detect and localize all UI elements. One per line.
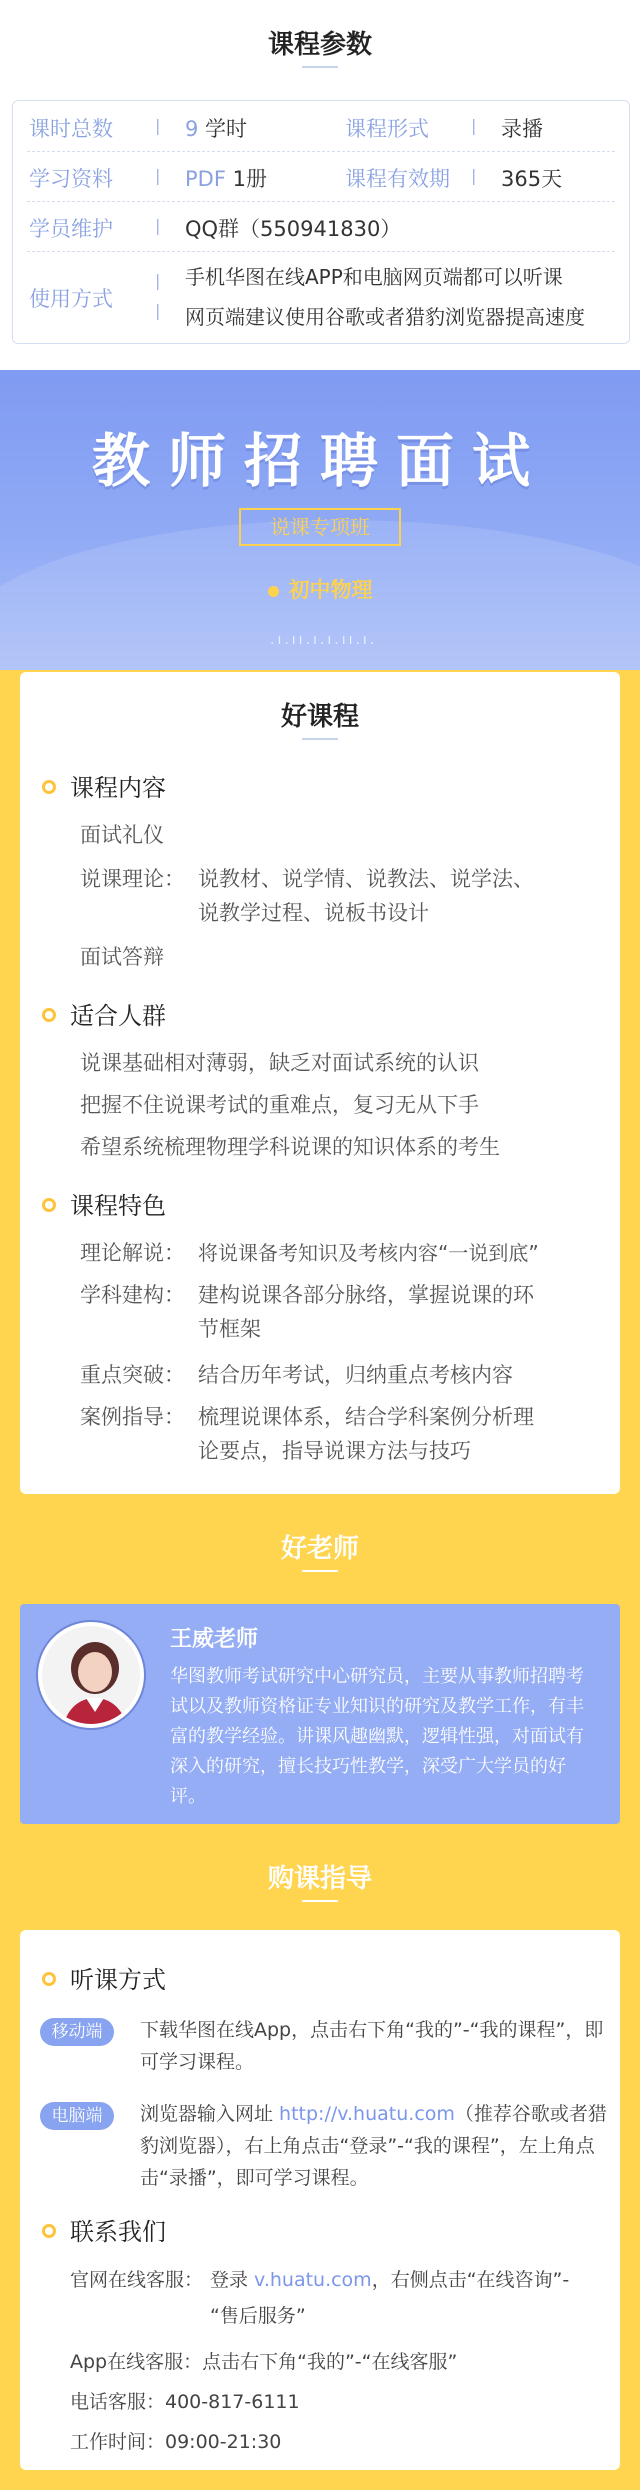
row-divider: [27, 251, 615, 252]
param-label: 学习资料: [29, 167, 113, 191]
divider: |: [155, 216, 161, 235]
param-label: 学员维护: [29, 217, 113, 241]
circle-bullet-icon: [42, 1198, 56, 1212]
param-value: 录播: [501, 117, 543, 141]
content-item: 说课理论： 说教材、说学情、说教法、说学法、 说教学过程、说板书设计: [80, 867, 534, 925]
params-title: 课程参数: [267, 30, 372, 60]
param-value: PDF 1册: [185, 167, 267, 191]
audience-item: 说课基础相对薄弱，缺乏对面试系统的认识: [80, 1051, 479, 1075]
param-value: 365天: [501, 167, 563, 191]
params-table: [12, 100, 630, 344]
content-item: 面试礼仪: [80, 823, 164, 847]
title-underline: [302, 1900, 338, 1902]
banner-tag: 说课专项班: [239, 508, 401, 546]
param-label: 课时总数: [29, 117, 113, 141]
audience-item: 把握不住说课考试的重难点，复习无从下手: [80, 1093, 479, 1117]
circle-bullet-icon: [42, 2224, 56, 2238]
listen-method-heading: 听课方式: [42, 1960, 166, 1995]
website-link[interactable]: http://v.huatu.com: [279, 2103, 455, 2125]
contact-app: App在线客服：点击右下角“我的”-“在线客服”: [70, 2351, 458, 2373]
param-value: 网页端建议使用谷歌或者猎豹浏览器提高速度: [185, 305, 585, 329]
teacher-name: 王威老师: [170, 1627, 259, 1652]
banner-subject: 初中物理: [0, 574, 640, 604]
feature-item: 理论解说： 将说课备考知识及考核内容“一说到底”: [80, 1241, 539, 1265]
features-heading: 课程特色: [42, 1186, 166, 1221]
audience-heading: 适合人群: [42, 996, 166, 1031]
row-divider: [27, 201, 615, 202]
contact-heading: 联系我们: [42, 2212, 166, 2247]
pc-instructions: 浏览器输入网址 http://v.huatu.com（推荐谷歌或者猎豹浏览器），右上角点击“登录”-“我的课程”，左上角点击“录播”，即可学习课程。: [140, 2103, 607, 2189]
feature-item: 学科建构： 建构说课各部分脉络，掌握说课的环 节框架: [80, 1283, 534, 1341]
feature-item: 重点突破： 结合历年考试，归纳重点考核内容: [80, 1363, 513, 1387]
website-link[interactable]: v.huatu.com: [254, 2269, 372, 2291]
divider: |: [155, 271, 161, 290]
good-teacher-title: 好老师: [280, 1534, 359, 1564]
title-underline: [302, 738, 338, 740]
content-item: 面试答辩: [80, 945, 164, 969]
divider: |: [155, 116, 161, 135]
circle-bullet-icon: [42, 780, 56, 794]
banner-ticks-decoration: .ı.ıı.ı.ı.ıı.ı.: [270, 632, 378, 648]
circle-bullet-icon: [42, 1008, 56, 1022]
course-params-section: [0, 0, 640, 370]
purchase-guide-title: 购课指导: [267, 1864, 372, 1894]
teacher-card: [20, 1604, 620, 1824]
row-divider: [27, 151, 615, 152]
circle-bullet-icon: [42, 1972, 56, 1986]
contact-web: 官网在线客服： 登录 v.huatu.com，右侧点击“在线咨询”- “售后服务”: [70, 2269, 570, 2327]
mobile-badge: 移动端: [40, 2018, 114, 2046]
contact-hours: 工作时间：09:00-21:30: [70, 2431, 282, 2453]
title-underline: [302, 66, 338, 68]
param-label: 使用方式: [29, 287, 113, 311]
teacher-bio: 华图教师考试研究中心研究员，主要从事教师招聘考试以及教师资格证专业知识的研究及教学工作，有丰富的教学经验。讲课风趣幽默，逻辑性强，对面试有深入的研究，擅长技巧性教学，深受广大学员的好评。: [170, 1666, 584, 1807]
audience-item: 希望系统梳理物理学科说课的知识体系的考生: [80, 1135, 500, 1159]
purchase-guide-card: [20, 1930, 620, 2470]
avatar: [38, 1622, 144, 1728]
divider: |: [155, 301, 161, 320]
param-value: 9 学时: [185, 117, 248, 141]
dot-icon: [268, 586, 279, 597]
mobile-instructions: 下载华图在线App，点击右下角“我的”-“我的课程”，即可学习课程。: [140, 2019, 604, 2073]
divider: |: [155, 166, 161, 185]
divider: |: [471, 116, 477, 135]
banner-title: 教师招聘面试: [91, 427, 548, 495]
good-course-card: [20, 672, 620, 1494]
feature-item: 案例指导： 梳理说课体系，结合学科案例分析理 论要点，指导说课方法与技巧: [80, 1405, 534, 1463]
param-value: 手机华图在线APP和电脑网页端都可以听课: [185, 265, 563, 289]
card-title: 好课程: [280, 702, 359, 732]
title-underline: [302, 1570, 338, 1572]
param-value: QQ群（550941830）: [185, 217, 402, 241]
divider: |: [471, 166, 477, 185]
teacher-photo-icon: [42, 1626, 144, 1728]
course-content-heading: 课程内容: [42, 768, 166, 803]
pc-badge: 电脑端: [40, 2102, 114, 2130]
contact-phone: 电话客服：400-817-6111: [70, 2391, 300, 2413]
param-label: 课程形式: [345, 117, 429, 141]
param-label: 课程有效期: [345, 167, 450, 191]
hero-banner: [0, 370, 640, 670]
